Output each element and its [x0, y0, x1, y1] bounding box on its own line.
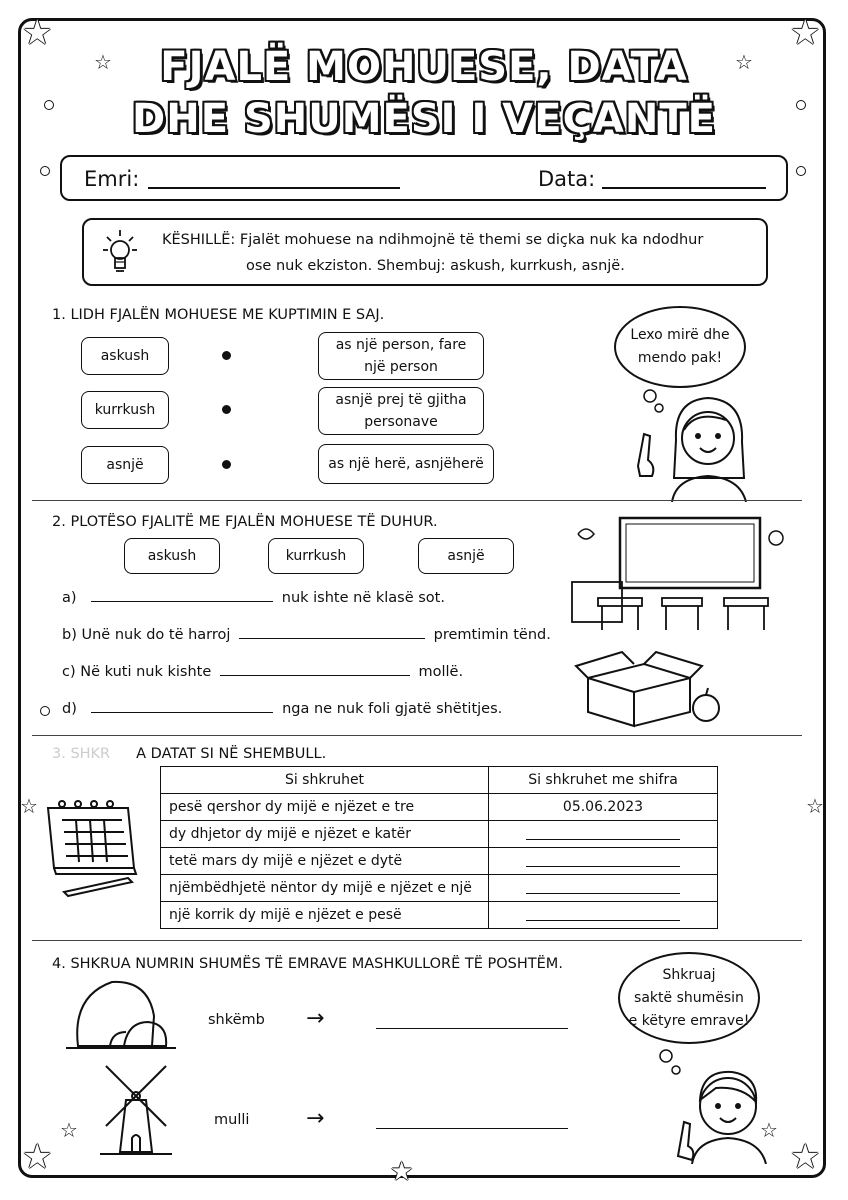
date-in-words: njëmbëdhjetë nëntor dy mijë e njëzet e një — [161, 875, 489, 902]
match-dot[interactable] — [222, 460, 231, 469]
date-label: Data: — [538, 167, 596, 191]
table-row — [161, 875, 718, 902]
sentence-text: Unë nuk do të harroj — [81, 627, 231, 643]
star-icon: ☆ — [760, 1118, 778, 1142]
match-dot[interactable] — [222, 351, 231, 360]
table-row — [161, 794, 718, 821]
meaning-2[interactable] — [318, 387, 484, 435]
tip-box — [82, 218, 768, 286]
blank-field[interactable] — [91, 587, 273, 602]
sentence-text: Në kuti nuk kishte — [80, 664, 212, 680]
meaning-2-line-1: asnjë prej të gjitha — [335, 392, 467, 408]
answer-field[interactable] — [489, 821, 718, 848]
sentence-d — [62, 698, 502, 717]
date-in-words: dy dhjetor dy mijë e njëzet e katër — [161, 821, 489, 848]
sentence-text: mollë. — [418, 664, 464, 680]
plural-answer-field[interactable] — [376, 1014, 568, 1029]
table-row — [161, 902, 718, 929]
calendar-icon — [42, 796, 152, 900]
page-title-line-2: DHE SHUMËSI I VEÇANTË — [132, 96, 716, 142]
plural-answer-field[interactable] — [376, 1114, 568, 1129]
circle-ornament — [796, 166, 806, 176]
section-3-title-faded: 3. SHKR — [52, 746, 111, 762]
bank-word-asnje[interactable]: asnjë — [418, 538, 514, 574]
sentence-text: nuk ishte në klasë sot. — [281, 590, 445, 606]
tip-label: KËSHILLË: — [162, 232, 236, 248]
meaning-1[interactable] — [318, 332, 484, 380]
bubble-line-2: mendo pak! — [637, 350, 723, 366]
speech-bubble-boy — [618, 952, 760, 1044]
noun-mulli: mulli — [214, 1112, 250, 1128]
windmill-illustration — [96, 1060, 176, 1158]
star-icon: ★ — [22, 13, 53, 53]
meaning-1-line-1: as një person, fare — [335, 337, 467, 353]
sentence-b — [62, 624, 551, 643]
sentence-label: b) — [62, 627, 77, 643]
bubble-line-2: saktë shumësin — [634, 989, 744, 1006]
blank-field[interactable] — [239, 624, 425, 639]
star-icon: ☆ — [20, 794, 38, 818]
tip-text-line-1: Fjalët mohuese na ndihmojnë të themi se diçka nuk ka ndodhur — [239, 232, 704, 248]
bank-word-kurrkush[interactable]: kurrkush — [268, 538, 364, 574]
bubble-line-3: e këtyre emrave! — [628, 1012, 750, 1029]
word-kurrkush[interactable]: kurrkush — [81, 391, 169, 429]
sentence-label: a) — [62, 590, 77, 606]
column-header: Si shkruhet me shifra — [489, 767, 718, 794]
sentence-a — [62, 587, 445, 606]
page-title-line-1: FJALË MOHUESE, DATA — [160, 44, 688, 90]
meaning-3[interactable]: as një herë, asnjëherë — [318, 444, 494, 484]
star-icon: ★ — [390, 1157, 414, 1187]
bubble-line-1: Shkruaj — [662, 966, 716, 983]
section-3-title-text: A DATAT SI NË SHEMBULL. — [136, 746, 327, 762]
meaning-2-line-2: personave — [364, 414, 438, 430]
blank-field[interactable] — [220, 661, 410, 676]
star-icon: ★ — [790, 1137, 821, 1177]
table-header-row — [161, 767, 718, 794]
name-date-box — [60, 155, 788, 201]
star-icon: ☆ — [735, 50, 753, 74]
star-icon: ★ — [22, 1137, 53, 1177]
name-label: Emri: — [84, 167, 140, 191]
star-icon: ☆ — [60, 1118, 78, 1142]
name-field[interactable] — [148, 187, 400, 189]
boy-illustration — [632, 1042, 782, 1164]
date-in-words: tetë mars dy mijë e njëzet e dytë — [161, 848, 489, 875]
star-icon: ★ — [790, 13, 821, 53]
classroom-illustration — [568, 512, 798, 642]
date-in-numbers: 05.06.2023 — [489, 794, 718, 821]
blank-field[interactable] — [91, 698, 273, 713]
girl-illustration — [626, 380, 776, 502]
bank-word-askush[interactable]: askush — [124, 538, 220, 574]
answer-field[interactable] — [489, 848, 718, 875]
sentence-label: d) — [62, 701, 77, 717]
circle-ornament — [40, 166, 50, 176]
dates-table — [160, 766, 718, 929]
noun-shkemb: shkëmb — [208, 1012, 265, 1028]
star-icon: ☆ — [806, 794, 824, 818]
arrow-right-icon: → — [306, 1006, 325, 1031]
table-row — [161, 848, 718, 875]
sentence-text: nga ne nuk foli gjatë shëtitjes. — [282, 701, 503, 717]
table-row — [161, 821, 718, 848]
bubble-line-1: Lexo mirë dhe — [630, 327, 730, 343]
speech-bubble-girl — [614, 306, 746, 388]
section-3-title — [52, 746, 326, 762]
meaning-1-line-2: një person — [364, 359, 438, 375]
lightbulb-icon — [98, 226, 142, 280]
sentence-label: c) — [62, 664, 76, 680]
date-in-words: pesë qershor dy mijë e njëzet e tre — [161, 794, 489, 821]
sentence-text: premtimin tënd. — [433, 627, 551, 643]
match-dot[interactable] — [222, 405, 231, 414]
answer-field[interactable] — [489, 875, 718, 902]
circle-ornament — [40, 706, 50, 716]
sentence-c — [62, 661, 463, 680]
column-header: Si shkruhet — [161, 767, 489, 794]
answer-field[interactable] — [489, 902, 718, 929]
section-2-title: 2. PLOTËSO FJALITË ME FJALËN MOHUESE TË DUHUR. — [52, 514, 438, 530]
section-4-title: 4. SHKRUA NUMRIN SHUMËS TË EMRAVE MASHKULLORË TË POSHTËM. — [52, 956, 563, 972]
tip-text-line-2: ose nuk ekziston. Shembuj: askush, kurrkush, asnjë. — [246, 258, 625, 274]
box-with-apple-illustration — [574, 648, 724, 728]
section-1-title: 1. LIDH FJALËN MOHUESE ME KUPTIMIN E SAJ. — [52, 307, 385, 323]
rock-illustration — [62, 976, 182, 1058]
star-icon: ☆ — [94, 50, 112, 74]
date-in-words: një korrik dy mijë e njëzet e pesë — [161, 902, 489, 929]
date-field[interactable] — [602, 187, 766, 189]
word-askush[interactable]: askush — [81, 337, 169, 375]
arrow-right-icon: → — [306, 1106, 325, 1131]
word-asnje[interactable]: asnjë — [81, 446, 169, 484]
